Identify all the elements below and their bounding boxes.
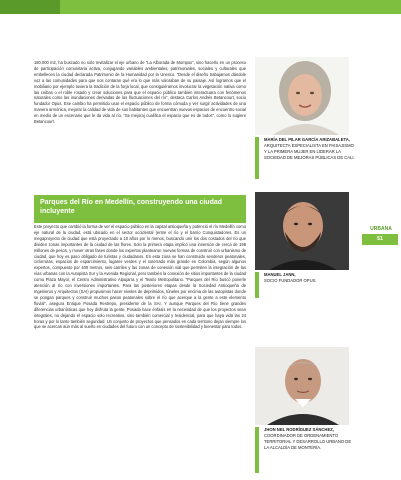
section-heading-box xyxy=(34,195,246,223)
caption-1-role: ARQUITECTA ESPECIALISTA EN PAISAJISMO Y LA PRIMERA MUJER EN LIDERAR LA SOCIEDAD DE MEJORAS PÚBLICAS DE CALI. xyxy=(264,143,355,160)
portrait-photo-3 xyxy=(255,347,349,425)
portrait-photo-1 xyxy=(255,57,349,135)
caption-bar-2 xyxy=(255,272,259,298)
portrait-photo-2 xyxy=(255,192,349,270)
caption-bar-3 xyxy=(255,427,259,473)
older-man-portrait-image xyxy=(255,347,349,425)
section-tag: URBANA xyxy=(370,226,392,232)
caption-1 xyxy=(264,137,356,161)
page-number-badge: 51 xyxy=(362,234,398,245)
body-paragraph-1: 180.000 m2, ha buscado no solo revitalizar el eje urbano de “La Alborada de Mompox”, sino hacerlo en un proceso de participación comunitaria activa, conjugando variables ambientales, patrimoniales, sociales y culturales que embellecen la ciudad declarada Patrimonio de la Humanidad por la Unesco. “Desde el diseño trabajamos dándole voz a las comunidades para que nos contaran qué era lo que más valoraban de su paisaje. Así logramos que el mobiliario por ejemplo tuviera la tradición de la forja local, que consiguiéramos involucrar la vegetación nativa como las ceibas o el roble rosado y crear soluciones para que el espacio público también interactuara con fenómenos naturales como las inundaciones derivadas de las fluctuaciones del río”, destaca Carlos Andrés Betancourt, socio fundador Opus. Ese cambio ha permitido usar el espacio público de forma cómoda y ver surgir actividades de una manera armónica, mejorar la calidad de vida de sus habitantes que encuentran nuevos espacios de encuentro social en medio de un escenario que le da vida al río. “Se mejoraj cualifica el espacio que es de todos”, como lo sugiere Betancourt. xyxy=(34,60,246,125)
caption-3 xyxy=(264,427,356,451)
top-bar-accent xyxy=(0,0,60,14)
caption-3-role: COORDINADOR DE ORDENAMIENTO TERRITORIAL Y DESARROLLO URBANO DE LA ALCALDÍA DE MONTERÍA. xyxy=(264,433,352,450)
caption-2-role: SOCIO FUNDADOR OPUS. xyxy=(264,278,317,283)
caption-3-name: JHON NEL RODRÍGUEZ SÁNCHEZ, xyxy=(264,427,334,432)
caption-bar-1 xyxy=(255,137,259,179)
caption-2-name: MANUEL JANN, xyxy=(264,272,296,277)
body-paragraph-2: Este proyecto que cambió la forma de ver el espacio público en la capital antioqueña y potenció el río Medellín como eje natural de la ciudad, está ubicado en el sector occidental (entre el río y el barrio Conquistadores. Es un megaproyecto de ciudad que está proyectado a 10 años por lo menos, buscando unir los dos costados del río que dividen zonas importantes de la ciudad de las flores. Solo la primera etapa implicó una inversión de cerca de 198 millones de pesos, y mover otras fases donde los expertos plantearon nuevas formas de construir con urbanismo de ciudad, que hoy es paso obligado de turistas y ciudadanos. En esta zona se han construido senderos peatonales, ciclorrutas, espacios de esparcimiento, lugares verdes y el soterrado más grande en Colombia, según algunos expertos, compuesto por 400 metros, seis carriles y las zonas de conexión vial que permiten la integración de las vías urbanas con la Autopista Sur y la Avenida Regional, pero también la conexión de sitios importantes de la ciudad como Plaza Mayor, el Centro Administrativo Alpujarra y el Teatro Metropolitano. “Parques del Río buscó ponerle atención al río con inversiones importantes. Para las posteriores etapas desde la Sociedad Antioqueña de Ingenieros y Arquitectos (SAI) propusimos hacer niveles de deprimidos, túneles por encima de las autopistas donde se pongan parques y construir muchos pasos peatonales sobre el río que acerque a la gente a este elemento fluvial”, asegura Enrique Posada Restrepo, presidente de la SAI. Y aunque Parques del Río tiene grandes diferencias urbanísticas que hoy disfruta la gente, Posada hace énfasis en la necesidad de que los proyectos sean integrales, no dejando el espacio solo recreativo, sino también comercial y residencial, para que haya vida las 24 horas y por lo tanto también seguridad. Un conjunto de proyectos que pensados en cada territorio dejan siempre los que se acercan aún más al sueño en ciudades del futuro con un concepto de sostenibilidad y bienestar para todos. xyxy=(34,224,246,330)
caption-2 xyxy=(264,272,356,284)
top-color-bar xyxy=(0,0,401,14)
woman-portrait-image xyxy=(255,57,349,135)
man-portrait-image xyxy=(255,192,349,270)
section-heading: Parques del Río en Medellín, construyendo una ciudad incluyente xyxy=(40,199,223,215)
caption-1-name: MARÍA DEL PILAR GARCÍA ARIZABALETA, xyxy=(264,137,350,142)
